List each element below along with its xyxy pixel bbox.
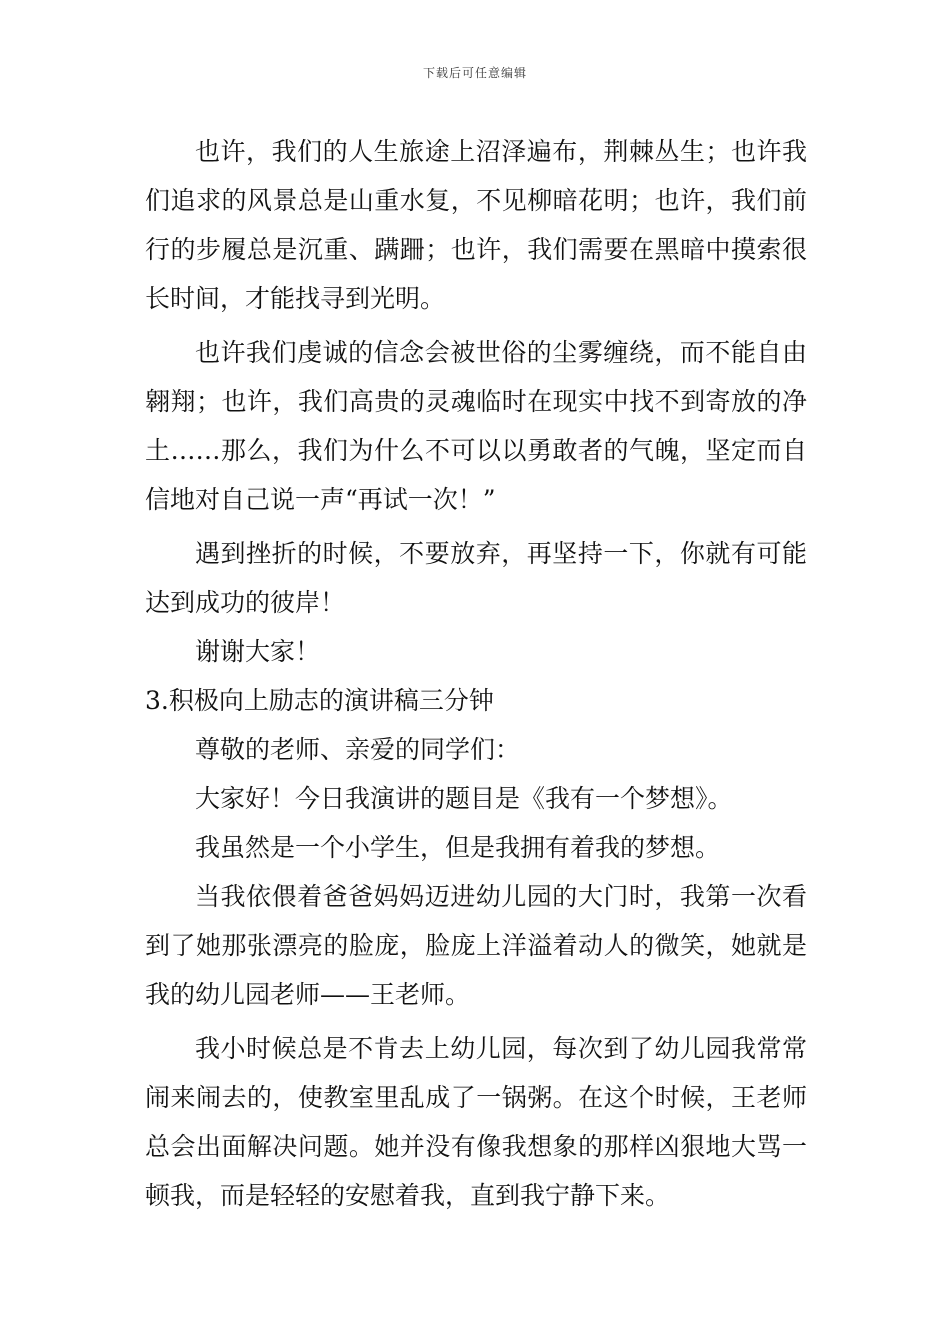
paragraph: 谢谢大家！: [195, 637, 321, 666]
page-header: 下载后可任意编辑: [422, 66, 527, 80]
document-body: [145, 127, 807, 1220]
paragraph: 遇到挫折的时候，不要放弃，再坚持一下，你就有可能达到成功的彼岸！: [145, 539, 807, 617]
paragraph: 也许我们虔诚的信念会被世俗的尘雾缠绕，而不能自由翱翔；也许，我们高贵的灵魂临时在现实中找不到寄放的净土……那么，我们为什么不可以以勇敢者的气魄，坚定而自信地对自己说一声“再试一次！”: [145, 338, 807, 514]
paragraph: 大家好！今日我演讲的题目是《我有一个梦想》。: [195, 784, 733, 813]
paragraph: 我小时候总是不肯去上幼儿园，每次到了幼儿园我常常闹来闹去的，使教室里乱成了一锅粥。在这个时候，王老师总会出面解决问题。她并没有像我想象的那样凶狠地大骂一顿我，而是轻轻的安慰着我，直到我宁静下来。: [145, 1034, 807, 1210]
paragraph: 也许，我们的人生旅途上沼泽遍布，荆棘丛生；也许我们追求的风景总是山重水复，不见柳暗花明；也许，我们前行的步履总是沉重、蹒跚；也许，我们需要在黑暗中摸索很长时间，才能找寻到光明。: [145, 137, 807, 313]
salutation: 尊敬的老师、亲爱的同学们：: [195, 735, 521, 764]
section-heading: 3.积极向上励志的演讲稿三分钟: [145, 686, 494, 715]
paragraph: 我虽然是一个小学生，但是我拥有着我的梦想。: [195, 833, 721, 862]
paragraph: 当我依偎着爸爸妈妈迈进幼儿园的大门时，我第一次看到了她那张漂亮的脸庞，脸庞上洋溢着动人的微笑，她就是我的幼儿园老师——王老师。: [145, 882, 807, 1009]
